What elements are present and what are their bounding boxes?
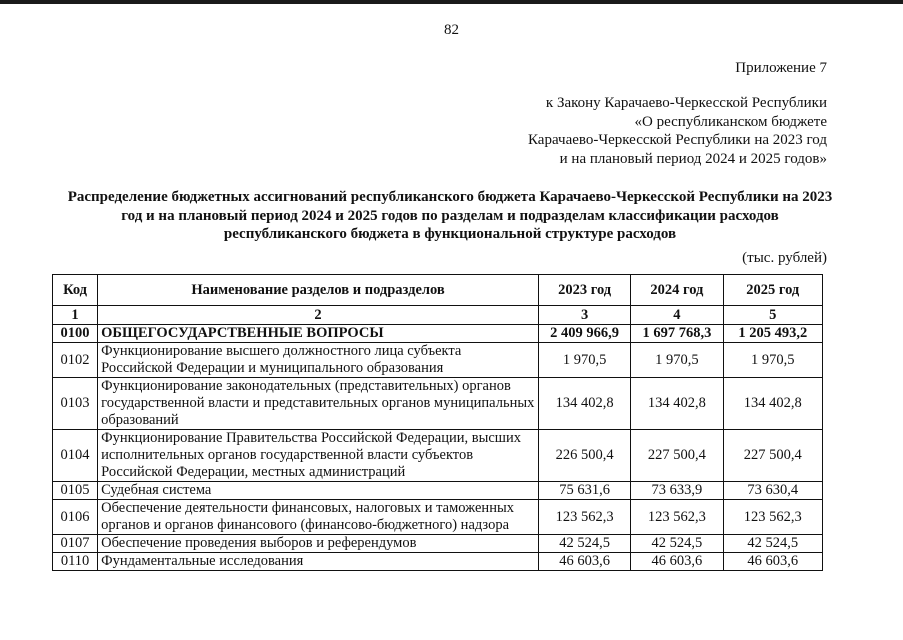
row-value-2025: 1 205 493,2 <box>723 325 822 343</box>
table-row <box>53 482 823 500</box>
law-reference-line: и на плановый период 2024 и 2025 годов» <box>559 150 827 167</box>
row-value-2024: 1 697 768,3 <box>631 325 723 343</box>
row-value-2025: 123 562,3 <box>723 500 822 535</box>
law-reference-line: Карачаево-Черкесской Республики на 2023 год <box>528 132 827 148</box>
law-reference <box>528 94 827 168</box>
row-value-2023: 75 631,6 <box>538 482 630 500</box>
row-name: Фундаментальные исследования <box>98 553 539 571</box>
row-value-2024: 227 500,4 <box>631 430 723 482</box>
column-number-row <box>53 306 823 325</box>
table-row <box>53 500 823 535</box>
row-value-2025: 42 524,5 <box>723 535 822 553</box>
column-number: 1 <box>53 306 98 325</box>
row-value-2024: 134 402,8 <box>631 378 723 430</box>
appendix-label: Приложение 7 <box>735 60 827 76</box>
row-value-2023: 2 409 966,9 <box>538 325 630 343</box>
row-code: 0103 <box>53 378 98 430</box>
column-number: 2 <box>98 306 539 325</box>
row-value-2023: 42 524,5 <box>538 535 630 553</box>
table-row <box>53 553 823 571</box>
row-code: 0102 <box>53 343 98 378</box>
row-code: 0100 <box>53 325 98 343</box>
row-name: Судебная система <box>98 482 539 500</box>
row-value-2025: 1 970,5 <box>723 343 822 378</box>
row-code: 0107 <box>53 535 98 553</box>
row-value-2024: 123 562,3 <box>631 500 723 535</box>
row-code: 0110 <box>53 553 98 571</box>
row-code: 0106 <box>53 500 98 535</box>
document-title <box>40 188 860 244</box>
row-name: Функционирование Правительства Российской Федерации, высших исполнительных органов государственной власти субъектов Российской Федерации, местных администраций <box>98 430 539 482</box>
table-row <box>53 430 823 482</box>
column-number: 4 <box>631 306 723 325</box>
column-number: 3 <box>538 306 630 325</box>
row-name: Функционирование законодательных (представительных) органов государственной власти и представительных органов муниципальных образований <box>98 378 539 430</box>
page-number: 82 <box>444 22 459 38</box>
header-code: Код <box>53 275 98 306</box>
document-title-line: Распределение бюджетных ассигнований республиканского бюджета Карачаево-Черкесской Республики на 2023 <box>67 189 833 205</box>
table-row <box>53 343 823 378</box>
row-value-2023: 226 500,4 <box>538 430 630 482</box>
row-value-2025: 46 603,6 <box>723 553 822 571</box>
row-value-2025: 73 630,4 <box>723 482 822 500</box>
row-value-2023: 123 562,3 <box>538 500 630 535</box>
top-border-line <box>0 0 903 4</box>
row-value-2023: 1 970,5 <box>538 343 630 378</box>
law-reference-line: «О республиканском бюджете <box>634 113 827 130</box>
row-name: Обеспечение деятельности финансовых, налоговых и таможенных органов и органов финансового (финансово-бюджетного) надзора <box>98 500 539 535</box>
row-name: ОБЩЕГОСУДАРСТВЕННЫЕ ВОПРОСЫ <box>98 325 539 343</box>
row-value-2023: 46 603,6 <box>538 553 630 571</box>
law-reference-line: к Закону Карачаево-Черкесской Республики <box>545 95 827 111</box>
row-value-2024: 1 970,5 <box>631 343 723 378</box>
header-year-2024: 2024 год <box>631 275 723 306</box>
row-code: 0104 <box>53 430 98 482</box>
header-year-2025: 2025 год <box>723 275 822 306</box>
column-number: 5 <box>723 306 822 325</box>
budget-table <box>52 274 823 571</box>
document-title-line: республиканского бюджета в функциональной структуре расходов <box>223 226 677 242</box>
row-code: 0105 <box>53 482 98 500</box>
header-year-2023: 2023 год <box>538 275 630 306</box>
row-value-2024: 73 633,9 <box>631 482 723 500</box>
table-row-section-total <box>53 325 823 343</box>
table-header-row <box>53 275 823 306</box>
row-value-2024: 46 603,6 <box>631 553 723 571</box>
row-value-2025: 227 500,4 <box>723 430 822 482</box>
header-name: Наименование разделов и подразделов <box>98 275 539 306</box>
row-name: Функционирование высшего должностного лица субъекта Российской Федерации и муниципального образования <box>98 343 539 378</box>
document-title-line: год и на плановый период 2024 и 2025 годов по разделам и подразделам классификации расходов <box>121 207 779 224</box>
row-value-2025: 134 402,8 <box>723 378 822 430</box>
row-name: Обеспечение проведения выборов и референдумов <box>98 535 539 553</box>
row-value-2024: 42 524,5 <box>631 535 723 553</box>
table-row <box>53 378 823 430</box>
table-row <box>53 535 823 553</box>
row-value-2023: 134 402,8 <box>538 378 630 430</box>
units-label: (тыс. рублей) <box>742 250 827 266</box>
